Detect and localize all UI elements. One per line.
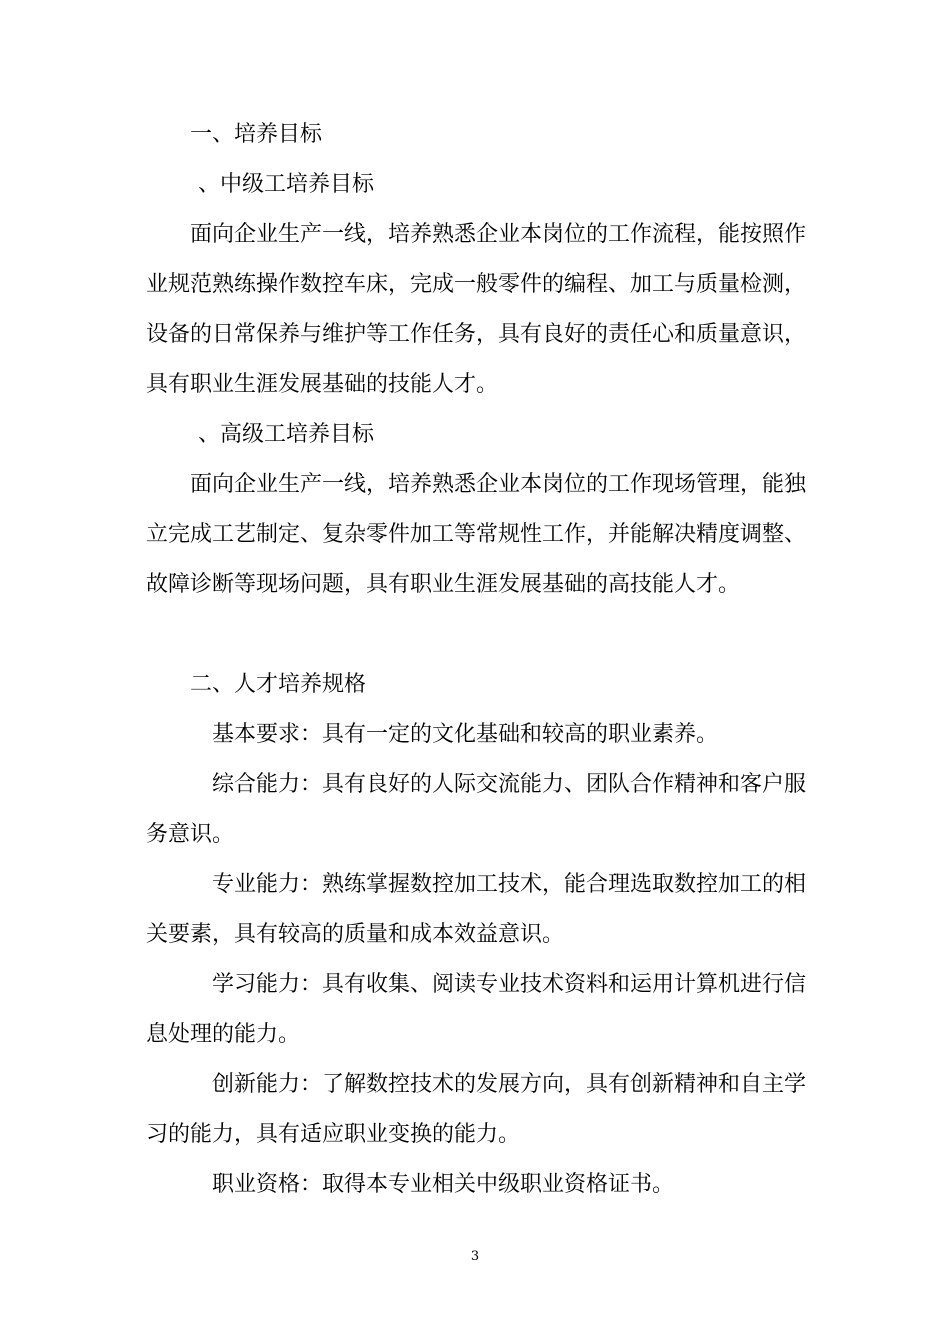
learning-line-1: 学习能力：具有收集、阅读专业技术资料和运用计算机进行信 [212, 972, 806, 997]
innovation-line-2: 习的能力，具有适应职业变换的能力。 [146, 1122, 521, 1147]
high-level-heading: 、高级工培养目标 [198, 422, 375, 447]
high-level-line-3: 故障诊断等现场问题，具有职业生涯发展基础的高技能人才。 [146, 572, 741, 597]
mid-level-heading: 、中级工培养目标 [198, 172, 375, 197]
qualification: 职业资格：取得本专业相关中级职业资格证书。 [212, 1172, 675, 1197]
high-level-line-2: 立完成工艺制定、复杂零件加工等常规性工作，并能解决精度调整、 [146, 522, 806, 547]
innovation-line-1: 创新能力：了解数控技术的发展方向，具有创新精神和自主学 [212, 1072, 806, 1097]
high-level-line-1: 面向企业生产一线，培养熟悉企业本岗位的工作现场管理，能独 [190, 472, 806, 497]
comprehensive-line-1: 综合能力：具有良好的人际交流能力、团队合作精神和客户服 [212, 772, 806, 797]
mid-level-line-2: 业规范熟练操作数控车床，完成一般零件的编程、加工与质量检测， [146, 272, 806, 297]
mid-level-line-3: 设备的日常保养与维护等工作任务，具有良好的责任心和质量意识， [146, 322, 806, 347]
comprehensive-line-2: 务意识。 [146, 822, 235, 847]
learning-line-2: 息处理的能力。 [146, 1022, 301, 1047]
page-number: 3 [470, 1249, 480, 1264]
section2-heading: 二、人才培养规格 [190, 672, 367, 697]
mid-level-line-4: 具有职业生涯发展基础的技能人才。 [146, 372, 499, 397]
professional-line-1: 专业能力：熟练掌握数控加工技术，能合理选取数控加工的相 [212, 872, 806, 897]
professional-line-2: 关要素，具有较高的质量和成本效益意识。 [146, 922, 565, 947]
mid-level-line-1: 面向企业生产一线，培养熟悉企业本岗位的工作流程，能按照作 [190, 222, 806, 247]
basic-requirement: 基本要求：具有一定的文化基础和较高的职业素养。 [212, 722, 719, 747]
section1-heading: 一、培养目标 [190, 122, 323, 147]
